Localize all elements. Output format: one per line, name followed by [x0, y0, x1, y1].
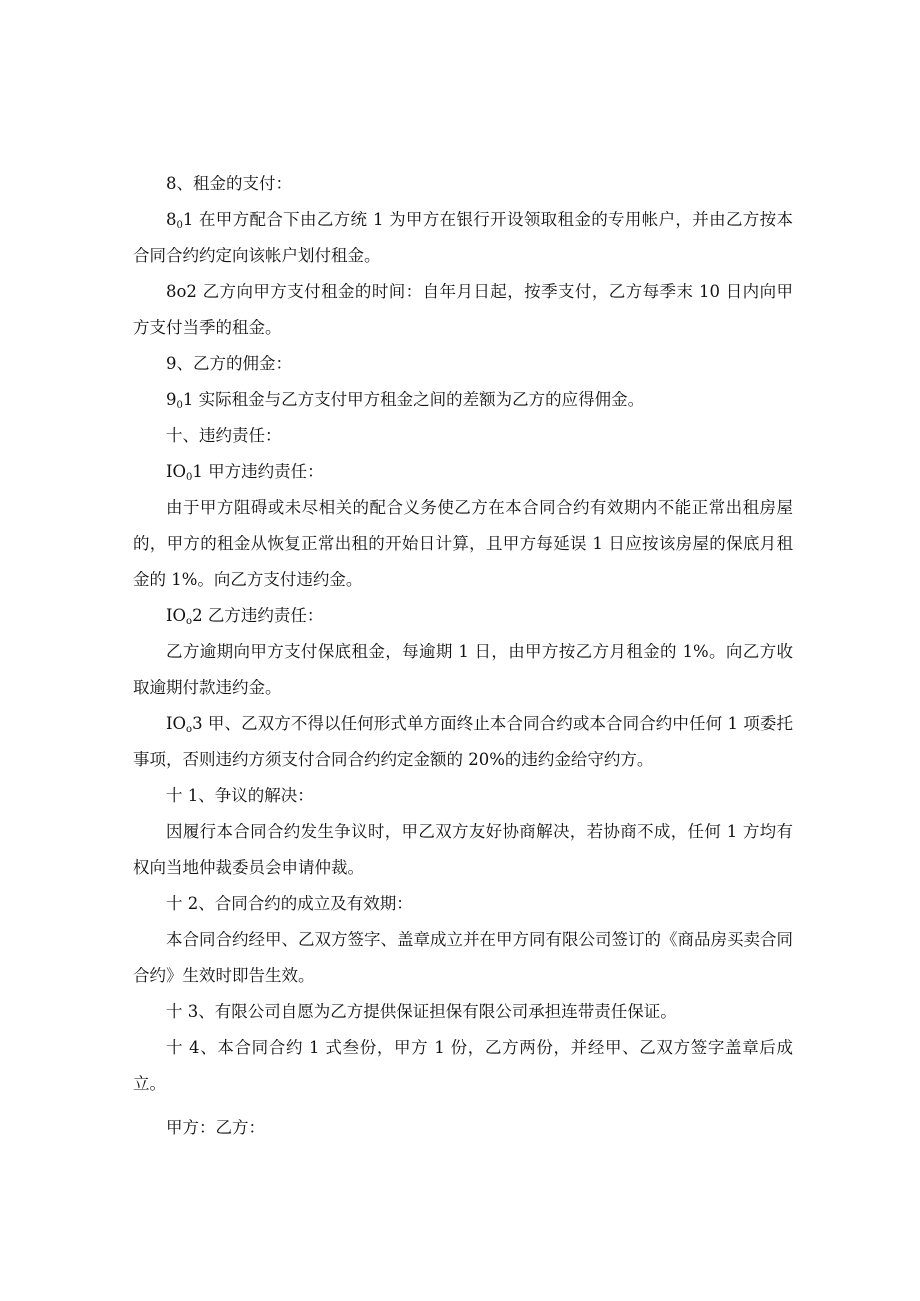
document-page	[133, 166, 793, 1146]
clause-10-2	[133, 598, 793, 634]
clause-12-body: 本合同合约经甲、乙双方签字、盖章成立并在甲方同有限公司签订的《商品房买卖合同合约》生效时即告生效。	[133, 930, 793, 985]
clause-number-sub: 0	[176, 400, 183, 411]
clause-number: IO	[166, 462, 187, 481]
clause-text: 3 甲、乙双方不得以任何形式单方面终止本合同合约或本合同合约中任何 1 项委托事项，否则违约方须支付合同合约约定金额的 20%的违约金给守约方。	[133, 714, 793, 769]
clause-text: 1 实际租金与乙方支付甲方租金之间的差额为乙方的应得佣金。	[182, 390, 645, 409]
section-9-heading: 9、乙方的佣金：	[166, 354, 292, 373]
clause-9-1	[133, 382, 793, 418]
signature-line: 甲方：乙方：	[166, 1118, 265, 1137]
clause-8-1	[133, 202, 793, 274]
clause-number-sub: 0	[186, 472, 193, 483]
section-12-heading: 十 2、合同合约的成立及有效期：	[166, 894, 413, 913]
clause-number: IO	[166, 606, 187, 625]
clause-10-3	[133, 706, 793, 778]
clause-13: 十 3、有限公司自愿为乙方提供保证担保有限公司承担连带责任保证。	[166, 1002, 677, 1021]
clause-10-1	[133, 454, 793, 490]
section-10-heading: 十、违约责任：	[166, 426, 282, 445]
clause-10-1-body: 由于甲方阻碍或未尽相关的配合义务使乙方在本合同合约有效期内不能正常出租房屋的，甲方的租金从恢复正常出租的开始日计算，且甲方每延误 1 日应按该房屋的保底月租金的 1%。向乙方支付违约金。	[133, 498, 793, 589]
section-11-heading: 十 1、争议的解决：	[166, 786, 314, 805]
clause-number-sub: o	[186, 616, 193, 627]
clause-number: 8	[166, 210, 177, 229]
clause-number-sub: o	[186, 724, 193, 735]
clause-text: 2 乙方违约责任：	[192, 606, 324, 625]
clause-text: 1 甲方违约责任：	[192, 462, 324, 481]
clause-14: 十 4、本合同合约 1 式叁份，甲方 1 份，乙方两份，并经甲、乙双方签字盖章后成立。	[133, 1038, 793, 1093]
clause-number-sub: 0	[176, 220, 183, 231]
section-8-heading: 8、租金的支付：	[166, 174, 292, 193]
clause-8-2: 8o2 乙方向甲方支付租金的时间：自年月日起，按季支付，乙方每季末 10 日内向甲方支付当季的租金。	[133, 282, 793, 337]
clause-text: 1 在甲方配合下由乙方统 1 为甲方在银行开设领取租金的专用帐户，并由乙方按本合同合约约定向该帐户划付租金。	[133, 210, 793, 265]
clause-11-body: 因履行本合同合约发生争议时，甲乙双方友好协商解决，若协商不成，任何 1 方均有权向当地仲裁委员会申请仲裁。	[133, 822, 793, 877]
clause-number: IO	[166, 714, 187, 733]
clause-number: 9	[166, 390, 177, 409]
clause-10-2-body: 乙方逾期向甲方支付保底租金，每逾期 1 日，由甲方按乙方月租金的 1%。向乙方收取逾期付款违约金。	[133, 642, 793, 697]
